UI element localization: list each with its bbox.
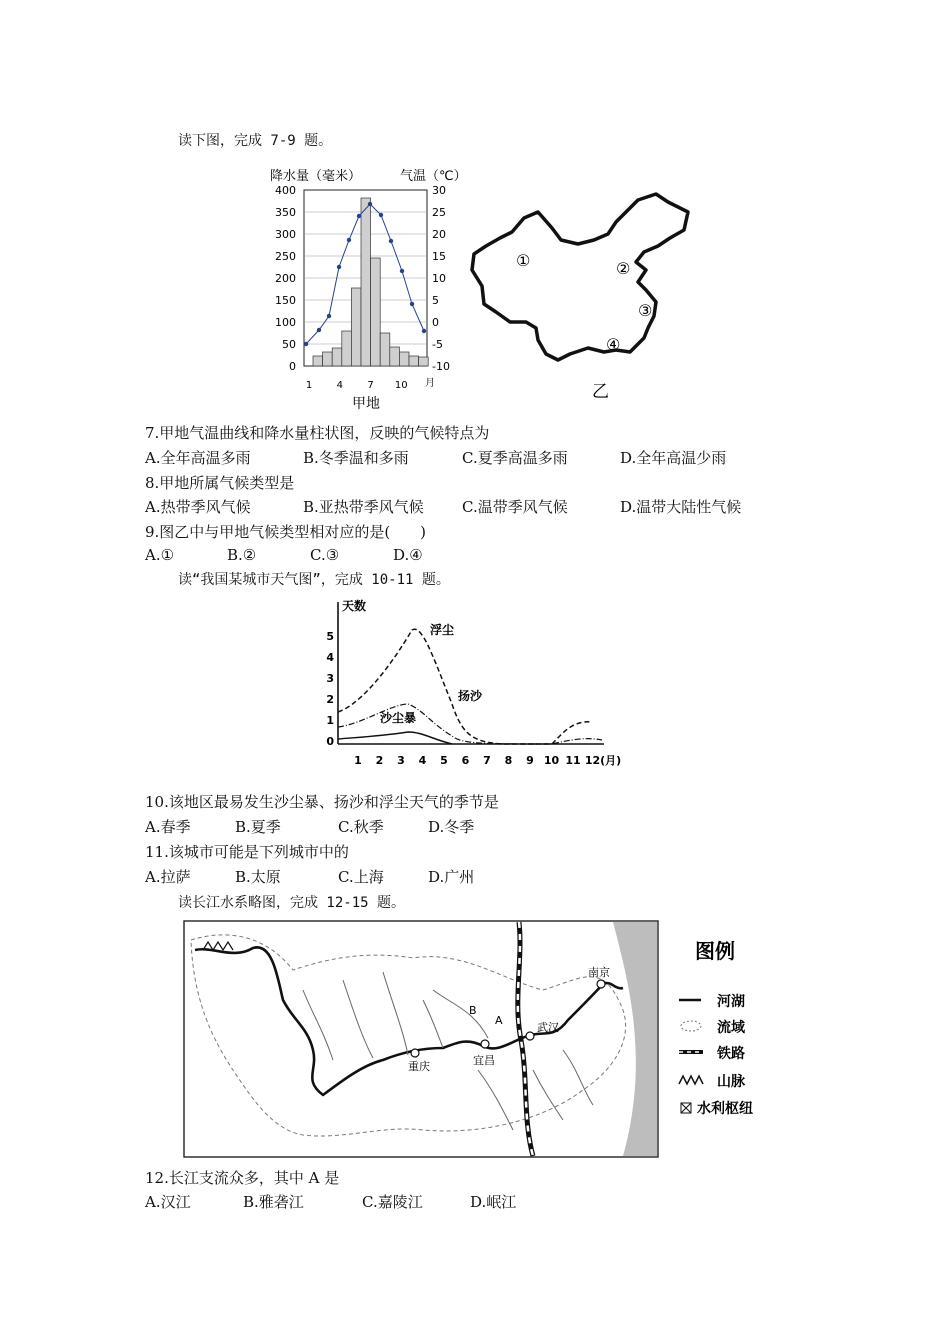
weather-month-tick: 5 (440, 754, 448, 767)
q12-option-c[interactable]: C.嘉陵江 (362, 1193, 423, 1211)
q10-stem: 10.该地区最易发生沙尘暴、扬沙和浮尘天气的季节是 (145, 793, 499, 811)
temp-point (410, 302, 414, 306)
temp-tick: 5 (432, 294, 439, 307)
legend-railway: 铁路 (717, 1046, 745, 1062)
month-tick: 10 (394, 380, 408, 391)
precip-tick: 200 (275, 272, 296, 285)
climate-chart (262, 164, 472, 414)
precip-bar (361, 198, 371, 366)
yangtze-river-map (183, 920, 783, 1160)
q11-option-c[interactable]: C.上海 (338, 868, 384, 886)
temp-tick: 0 (432, 316, 439, 329)
q10-option-a[interactable]: A.春季 (145, 818, 191, 836)
temp-point (357, 214, 361, 218)
days-tick: 2 (326, 693, 334, 706)
q9-option-a[interactable]: A.① (145, 546, 175, 564)
weather-month-tick: 3 (397, 754, 405, 767)
marker-2: ② (616, 259, 631, 278)
q12-option-b[interactable]: B.雅砻江 (243, 1193, 304, 1211)
weather-month-tick: 4 (418, 754, 427, 767)
temp-tick: 25 (432, 206, 446, 219)
temp-point (304, 342, 308, 346)
weather-month-tick: 8 (504, 754, 513, 767)
weather-month-tick: 2 (375, 754, 384, 767)
q11-option-b[interactable]: B.太原 (235, 868, 281, 886)
precip-tick: 0 (289, 360, 296, 373)
weather-month-tick: 11 (565, 754, 581, 767)
q9-option-c[interactable]: C.③ (310, 546, 340, 564)
place-label: 甲地 (352, 396, 380, 412)
temp-tick: 15 (432, 250, 446, 263)
q7-option-d[interactable]: D.全年高温少雨 (620, 449, 727, 467)
point-a: A (495, 1014, 503, 1027)
precip-bar (371, 258, 381, 366)
weather-month-tick: 7 (483, 754, 491, 767)
temp-point (368, 202, 372, 206)
precip-tick: 300 (275, 228, 296, 241)
dust-weather-chart (322, 594, 632, 772)
month-tick: 7 (367, 380, 374, 391)
map-label-yi: 乙 (592, 382, 609, 402)
q12-stem: 12.长江支流众多，其中 A 是 (145, 1169, 340, 1187)
precip-tick: 100 (275, 316, 296, 329)
legend-basin: 流域 (717, 1020, 745, 1036)
temp-point (317, 328, 321, 332)
temp-point (422, 329, 426, 333)
legend-river: 河湖 (717, 994, 745, 1010)
city-nanjing: 南京 (588, 966, 610, 979)
q10-option-b[interactable]: B.夏季 (235, 818, 281, 836)
temp-tick: 20 (432, 228, 446, 241)
precip-tick: 350 (275, 206, 296, 219)
label-shachenbao: 沙尘暴 (380, 711, 417, 725)
q11-stem: 11.该城市可能是下列城市中的 (145, 843, 349, 861)
q11-option-a[interactable]: A.拉萨 (145, 868, 191, 886)
precip-bar (390, 347, 400, 366)
days-axis-title: 天数 (342, 599, 367, 613)
city-wuhan: 武汉 (537, 1021, 559, 1034)
label-fuchen: 浮尘 (430, 623, 455, 637)
q11-option-d[interactable]: D.广州 (428, 868, 475, 886)
temp-tick: -10 (432, 360, 450, 373)
weather-month-tick: 10 (543, 754, 560, 767)
precip-bar (351, 288, 361, 366)
marker-3: ③ (638, 301, 653, 320)
temp-point (327, 314, 331, 318)
intro-12-15: 读长江水系略图，完成 12-15 题。 (178, 895, 406, 911)
city-yichang: 宜昌 (473, 1054, 495, 1067)
precip-tick: 400 (275, 184, 296, 197)
intro-10-11: 读“我国某城市天气图”，完成 10-11 题。 (178, 572, 450, 588)
temp-tick: 30 (432, 184, 446, 197)
q8-option-a[interactable]: A.热带季风气候 (145, 498, 251, 516)
q12-option-a[interactable]: A.汉江 (145, 1193, 191, 1211)
month-tick: 4 (336, 380, 343, 391)
days-tick: 5 (326, 630, 334, 643)
precip-bar (313, 356, 323, 366)
q9-option-d[interactable]: D.④ (393, 546, 423, 564)
q9-stem: 9.图乙中与甲地气候类型相对应的是( ) (145, 523, 427, 541)
days-tick: 3 (326, 672, 334, 685)
q8-option-b[interactable]: B.亚热带季风气候 (303, 498, 424, 516)
precip-tick: 50 (282, 338, 296, 351)
weather-month-tick: 1 (354, 754, 362, 767)
precip-bar (332, 348, 342, 366)
q8-option-d[interactable]: D.温带大陆性气候 (620, 498, 742, 516)
days-tick: 0 (326, 735, 334, 748)
precip-bar (409, 356, 419, 366)
point-b: B (469, 1004, 477, 1017)
days-tick: 1 (326, 714, 334, 727)
q10-option-d[interactable]: D.冬季 (428, 818, 475, 836)
label-yangsha: 扬沙 (458, 689, 483, 703)
precip-tick: 150 (275, 294, 296, 307)
q10-option-c[interactable]: C.秋季 (338, 818, 384, 836)
precip-axis-title: 降水量（毫米） (270, 169, 362, 184)
temp-axis-title: 气温（℃） (400, 169, 467, 184)
weather-month-tick: 12(月) (584, 754, 622, 767)
marker-4: ④ (606, 335, 621, 354)
precip-tick: 250 (275, 250, 296, 263)
temp-point (337, 265, 341, 269)
legend-mountain: 山脉 (717, 1074, 745, 1090)
precip-bar (399, 352, 409, 366)
temp-tick: 10 (432, 272, 446, 285)
q7-option-b[interactable]: B.冬季温和多雨 (303, 449, 409, 467)
q8-option-c[interactable]: C.温带季风气候 (462, 498, 568, 516)
days-tick: 4 (326, 651, 334, 664)
weather-month-tick: 6 (461, 754, 470, 767)
precip-bar (323, 352, 333, 366)
q7-option-c[interactable]: C.夏季高温多雨 (462, 449, 568, 467)
intro-7-9: 读下图，完成 7-9 题。 (178, 133, 333, 149)
legend-hydro: 水利枢纽 (697, 1101, 753, 1117)
legend-title: 图例 (695, 939, 735, 963)
china-outline-map (466, 190, 696, 405)
q12-option-d[interactable]: D.岷江 (470, 1193, 517, 1211)
q7-stem: 7.甲地气温曲线和降水量柱状图，反映的气候特点为 (145, 424, 490, 442)
precip-bar (380, 333, 390, 366)
q8-stem: 8.甲地所属气候类型是 (145, 474, 295, 492)
marker-1: ① (516, 251, 531, 270)
temp-point (389, 239, 393, 243)
precip-bar (342, 331, 352, 366)
city-chongqing: 重庆 (408, 1060, 430, 1073)
temp-tick: -5 (432, 338, 443, 351)
q9-option-b[interactable]: B.② (227, 546, 257, 564)
weather-month-tick: 9 (526, 754, 534, 767)
month-tick: 1 (305, 380, 313, 391)
temp-point (347, 238, 351, 242)
month-unit: 月 (425, 378, 435, 389)
precip-bar (419, 357, 429, 366)
temp-point (379, 213, 383, 217)
q7-option-a[interactable]: A.全年高温多雨 (145, 449, 251, 467)
temp-point (400, 269, 404, 273)
